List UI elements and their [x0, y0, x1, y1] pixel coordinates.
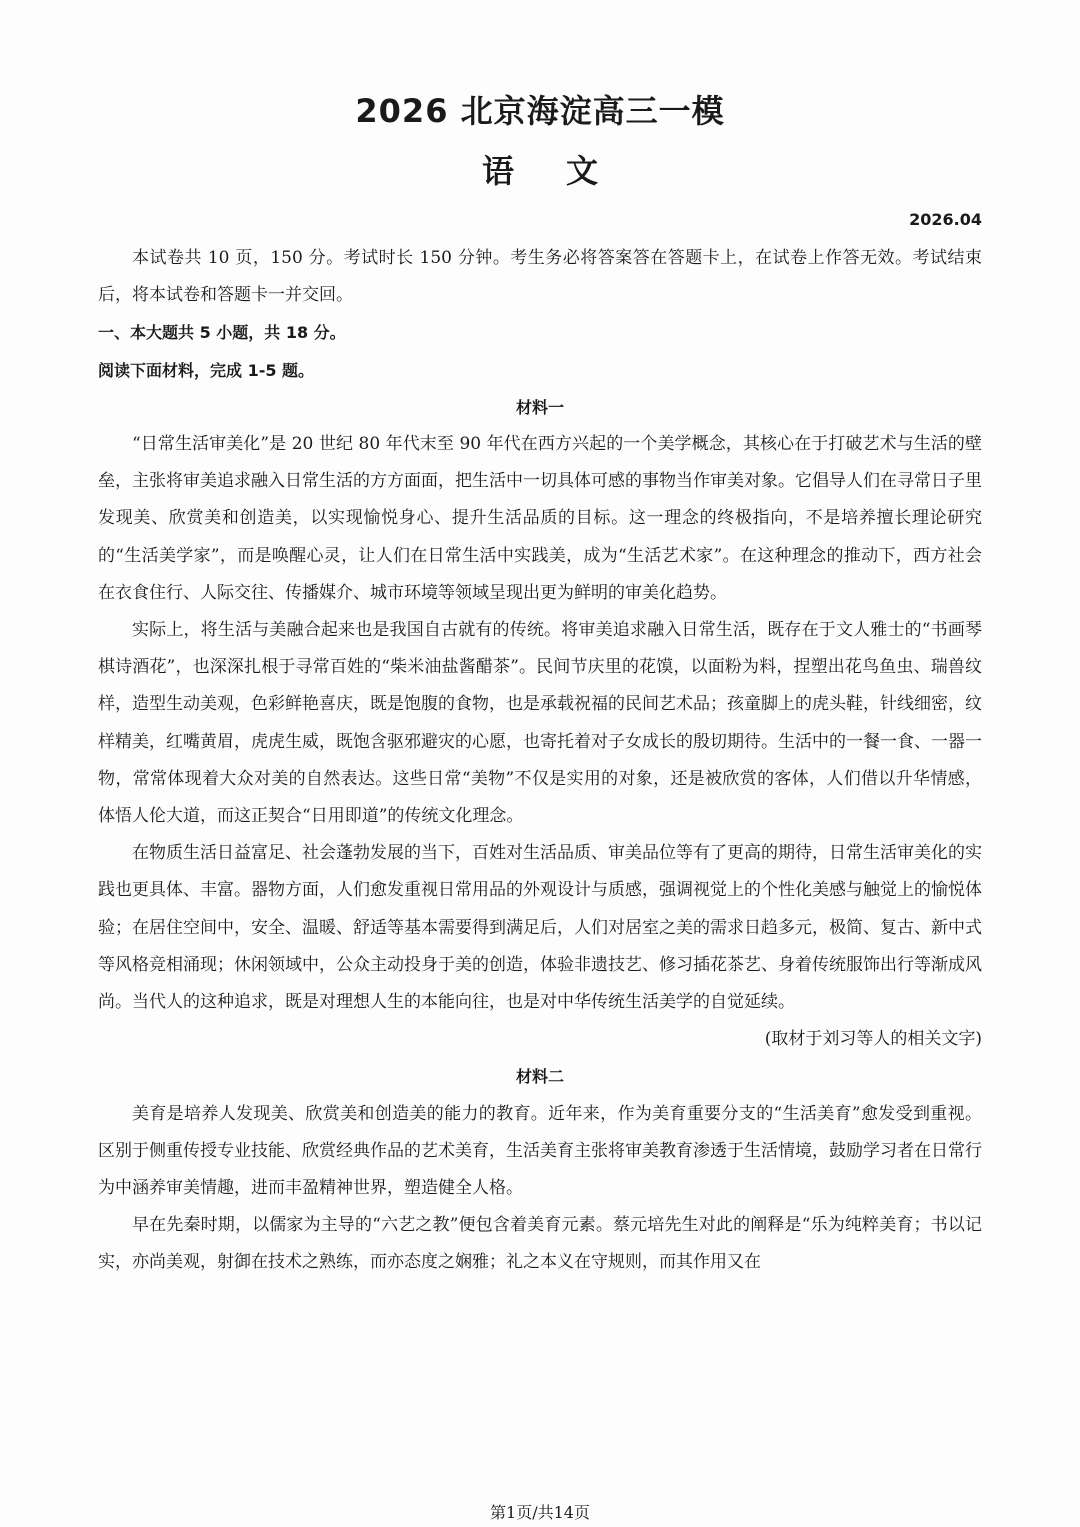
- material-two-paragraph: 美育是培养人发现美、欣赏美和创造美的能力的教育。近年来，作为美育重要分支的“生活美育”愈发受到重视。区别于侧重传授专业技能、欣赏经典作品的艺术美育，生活美育主张将审美教育渗透于生活情境，鼓励学习者在日常行为中涵养审美情趣，进而丰盈精神世界，塑造健全人格。: [98, 1103, 982, 1199]
- section-prompt: 阅读下面材料，完成 1-5 题。: [98, 360, 315, 380]
- material-one-paragraph: 实际上，将生活与美融合起来也是我国自古就有的传统。将审美追求融入日常生活，既存在于文人雅士的“书画琴棋诗酒花”，也深深扎根于寻常百姓的“柴米油盐酱醋茶”。民间节庆里的花馍，以面粉为料，捏塑出花鸟鱼虫、瑞兽纹样，造型生动美观，色彩鲜艳喜庆，既是饱腹的食物，也是承载祝福的民间艺术品；孩童脚上的虎头鞋，针线细密，纹样精美，红嘴黄眉，虎虎生威，既饱含驱邪避灾的心愿，也寄托着对子女成长的殷切期待。生活中的一餐一食、一器一物，常常体现着大众对美的自然表达。这些日常“美物”不仅是实用的对象，还是被欣赏的客体，人们借以升华情感，体悟人伦大道，而这正契合“日用即道”的传统文化理念。: [98, 620, 982, 827]
- exam-subject: 语文: [481, 152, 650, 190]
- section-heading: 一、本大题共 5 小题，共 18 分。: [98, 323, 346, 343]
- exam-date: 2026.04: [909, 210, 982, 229]
- material-one-paragraph: 在物质生活日益富足、社会蓬勃发展的当下，百姓对生活品质、审美品位等有了更高的期待，日常生活审美化的实践也更具体、丰富。器物方面，人们愈发重视日常用品的外观设计与质感，强调视觉上的个性化美感与触觉上的愉悦体验；在居住空间中，安全、温暖、舒适等基本需要得到满足后，人们对居室之美的需求日趋多元，极简、复古、新中式等风格竞相涌现；休闲领域中，公众主动投身于美的创造，体验非遗技艺、修习插花茶艺、身着传统服饰出行等渐成风尚。当代人的这种追求，既是对理想人生的本能向往，也是对中华传统生活美学的自觉延续。: [98, 843, 982, 1013]
- material-one-paragraph: “日常生活审美化”是 20 世纪 80 年代末至 90 年代在西方兴起的一个美学概念，其核心在于打破艺术与生活的壁垒，主张将审美追求融入日常生活的方方面面，把生活中一切具体可感的事物当作审美对象。它倡导人们在寻常日子里发现美、欣赏美和创造美，以实现愉悦身心、提升生活品质的目标。这一理念的终极指向，不是培养擅长理论研究的“生活美学家”，而是唤醒心灵，让人们在日常生活中实践美，成为“生活艺术家”。在这种理念的推动下，西方社会在衣食住行、人际交往、传播媒介、城市环境等领域呈现出更为鲜明的审美化趋势。: [98, 434, 982, 603]
- material-two-title: 材料二: [515, 1067, 564, 1087]
- material-two-paragraph: 早在先秦时期，以儒家为主导的“六艺之教”便包含着美育元素。蔡元培先生对此的阐释是“乐为纯粹美育；书以记实，亦尚美观，射御在技术之熟练，而亦态度之娴雅；礼之本义在守规则，而其作用又在: [98, 1215, 982, 1273]
- page-indicator: 第1页/共14页: [490, 1503, 590, 1522]
- material-one-title: 材料一: [515, 397, 564, 417]
- exam-content: [98, 240, 982, 1282]
- exam-title: 2026 北京海淀高三一模: [355, 92, 725, 130]
- instructions: 本试卷共 10 页，150 分。考试时长 150 分钟。考生务必将答案答在答题卡上，在试卷上作答无效。考试结束后，将本试卷和答题卡一并交回。: [98, 248, 982, 306]
- material-one-source: (取材于刘习等人的相关文字): [764, 1029, 982, 1050]
